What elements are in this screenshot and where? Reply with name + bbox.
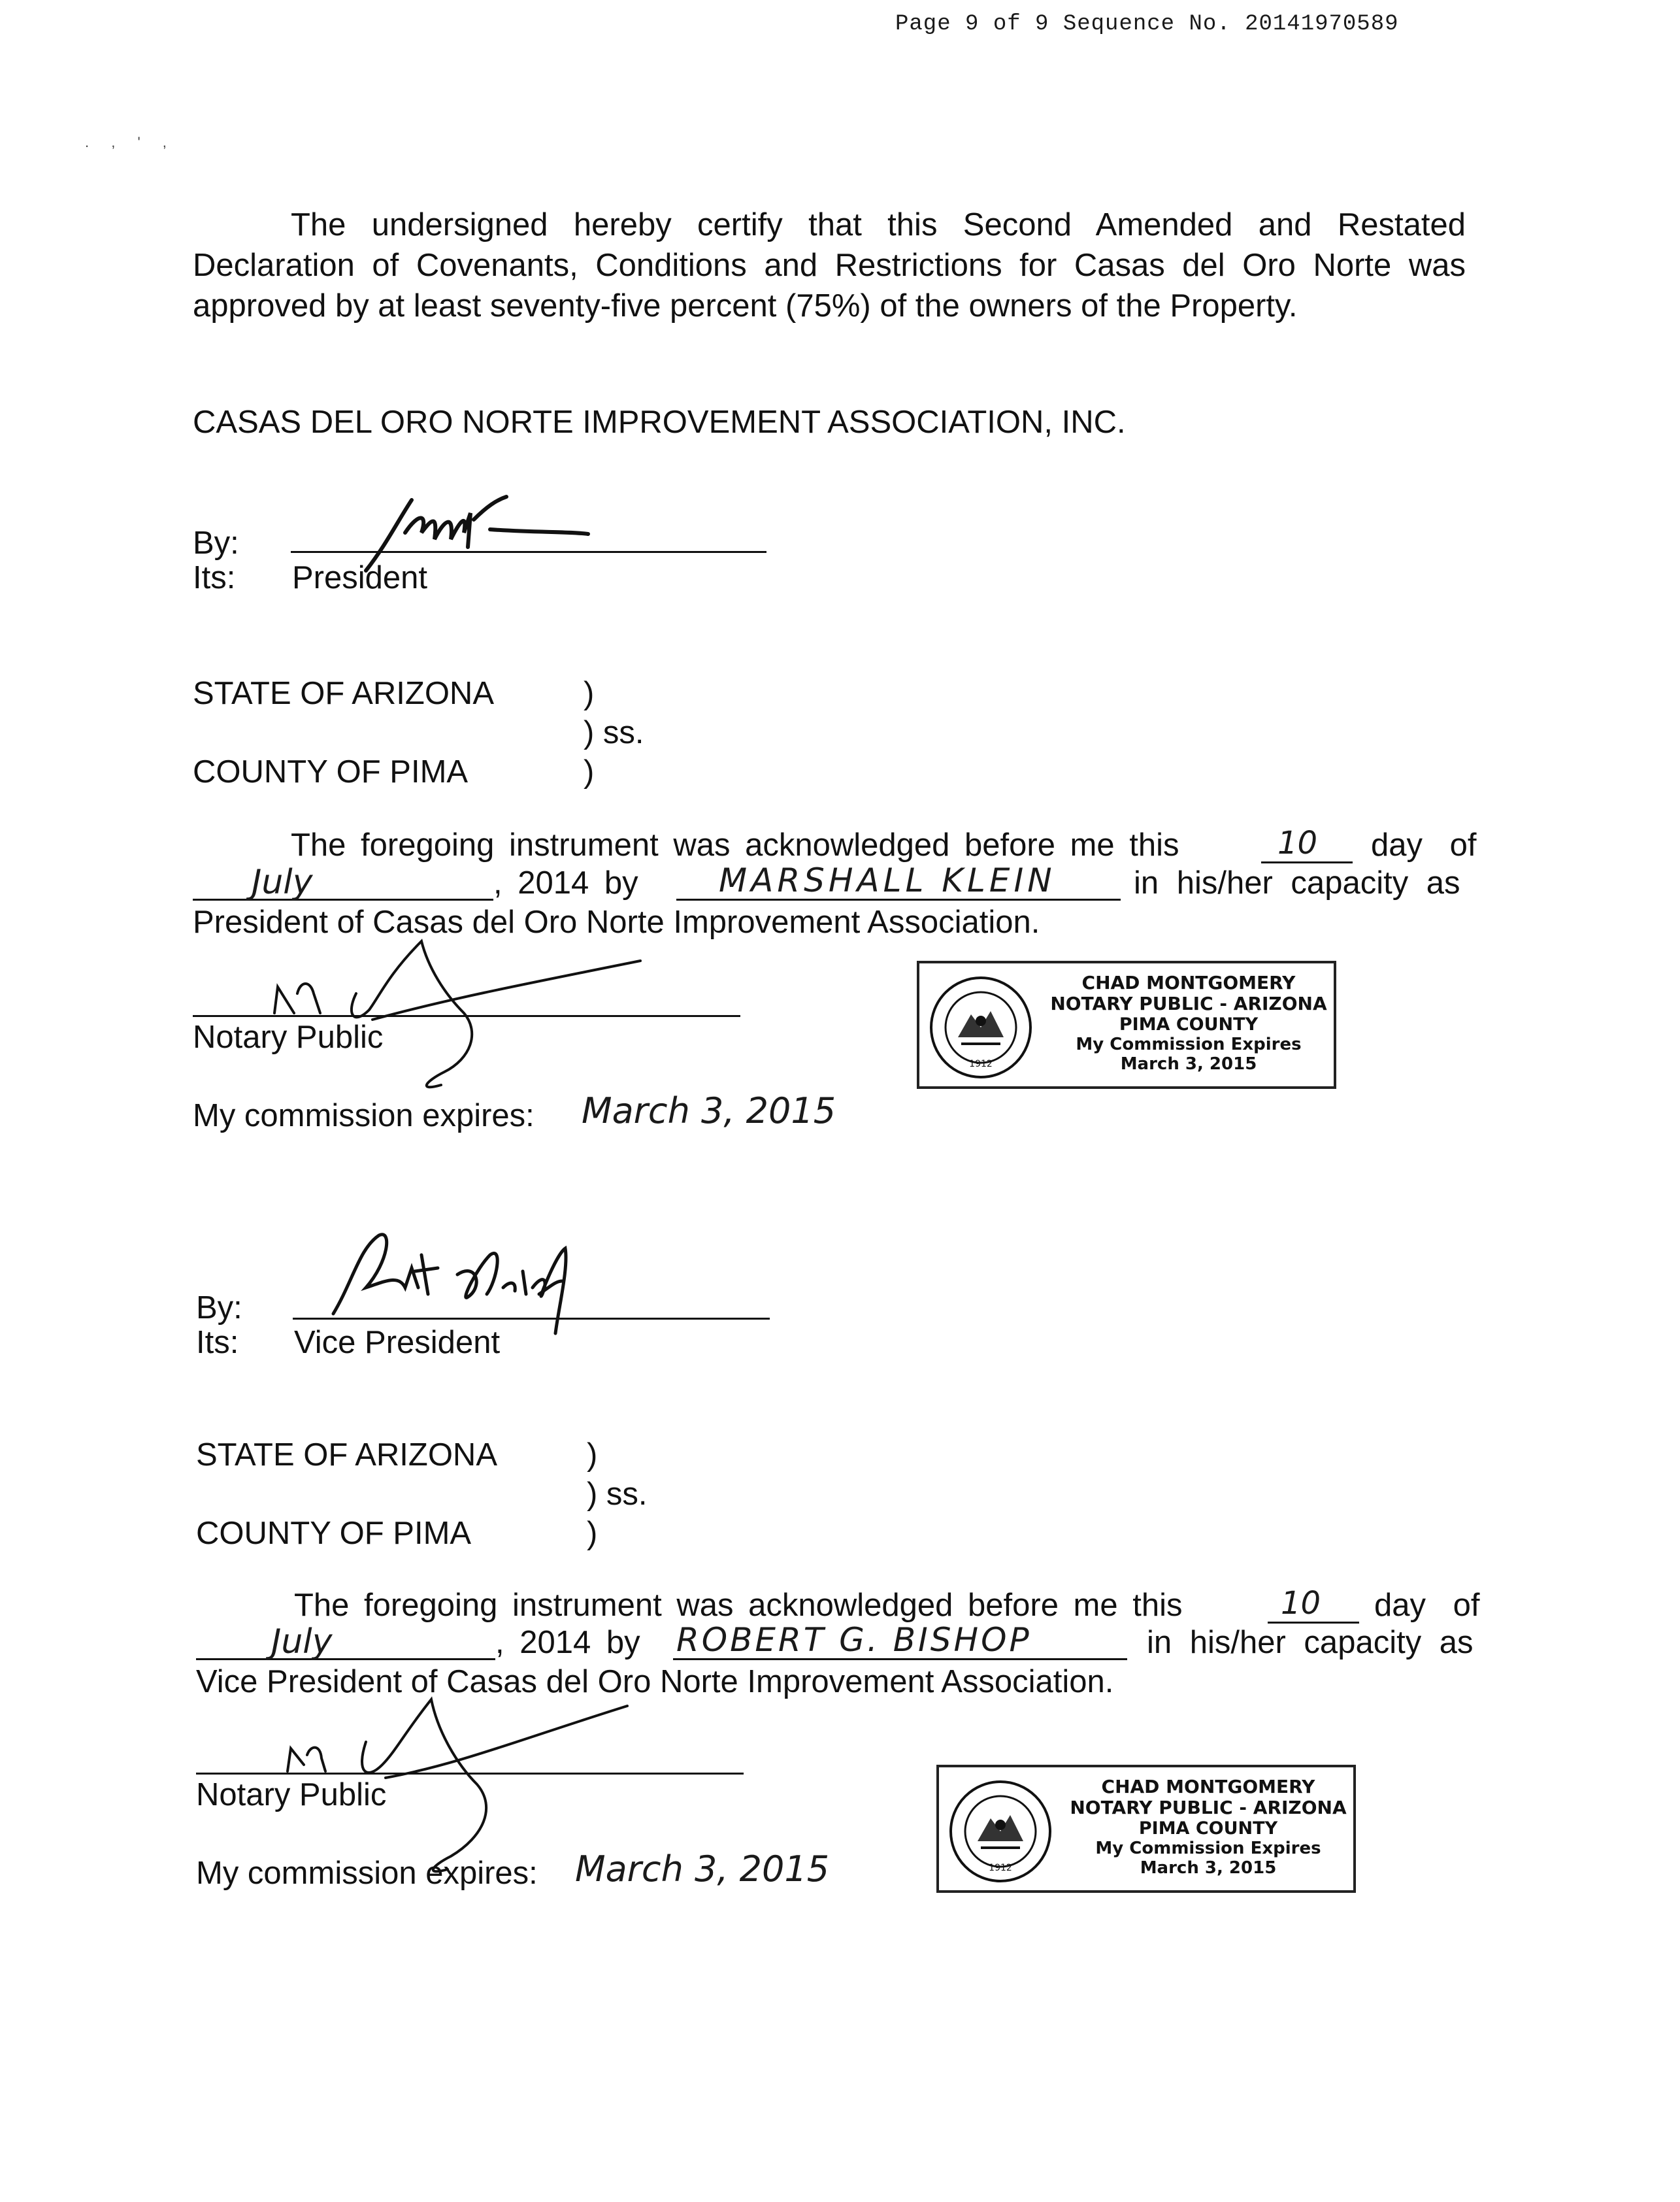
state-label: STATE OF ARIZONA bbox=[193, 676, 495, 711]
stamp-expires-label: My Commission Expires bbox=[1095, 1839, 1321, 1858]
month-value: July bbox=[252, 863, 313, 902]
signer-name: MARSHALL KLEIN bbox=[719, 861, 1056, 899]
day-value: 10 bbox=[1281, 1585, 1321, 1622]
svg-text:1912: 1912 bbox=[969, 1059, 993, 1069]
notary-stamp bbox=[917, 961, 1336, 1089]
stamp-county: PIMA COUNTY bbox=[1138, 1818, 1278, 1839]
arizona-seal-icon bbox=[929, 975, 1033, 1080]
by-label: By: bbox=[193, 525, 239, 561]
ss-label: ) ss. bbox=[584, 715, 644, 750]
stamp-expires-date: March 3, 2015 bbox=[1140, 1858, 1277, 1878]
ack-line-1-start: The foregoing instrument was acknowledged before me this bbox=[294, 1588, 1183, 1623]
ack-line-3: President of Casas del Oro Norte Improvement Association. bbox=[193, 905, 1040, 940]
day-value: 10 bbox=[1277, 825, 1318, 861]
its-label: Its: bbox=[196, 1325, 239, 1360]
signer-name: ROBERT G. BISHOP bbox=[676, 1621, 1032, 1659]
signer-title: Vice President bbox=[294, 1325, 501, 1360]
capacity-text: in his/her capacity as bbox=[1147, 1625, 1474, 1660]
state-label: STATE OF ARIZONA bbox=[196, 1437, 498, 1473]
commission-value: March 3, 2015 bbox=[582, 1090, 836, 1131]
county-label: COUNTY OF PIMA bbox=[196, 1516, 472, 1551]
certification-line-3: approved by at least seventy-five percent (75%) of the owners of the Property. bbox=[193, 288, 1298, 324]
paren-bottom: ) bbox=[584, 754, 595, 790]
month-blank bbox=[196, 1658, 495, 1660]
commission-value: March 3, 2015 bbox=[575, 1848, 830, 1890]
month-value: July bbox=[271, 1622, 333, 1661]
page-sequence-header: Page 9 of 9 Sequence No. 20141970589 bbox=[895, 12, 1399, 37]
stamp-expires-label: My Commission Expires bbox=[1076, 1035, 1302, 1054]
association-name: CASAS DEL ORO NORTE IMPROVEMENT ASSOCIATION, INC. bbox=[193, 405, 1126, 440]
svg-text:1912: 1912 bbox=[989, 1863, 1012, 1873]
paren-top: ) bbox=[584, 676, 595, 711]
stamp-notary-name: CHAD MONTGOMERY bbox=[1101, 1776, 1315, 1797]
certification-line-1: The undersigned hereby certify that this Second Amended and Restated bbox=[291, 207, 1466, 242]
paren-bottom: ) bbox=[587, 1516, 598, 1551]
ss-label: ) ss. bbox=[587, 1476, 648, 1512]
paren-top: ) bbox=[587, 1437, 598, 1473]
stamp-notary-name: CHAD MONTGOMERY bbox=[1081, 972, 1296, 993]
month-blank bbox=[193, 899, 493, 901]
year-text: , 2014 by bbox=[495, 1625, 640, 1660]
arizona-seal-icon bbox=[948, 1779, 1053, 1884]
year-text: , 2014 by bbox=[493, 865, 638, 901]
by-label: By: bbox=[196, 1290, 242, 1326]
capacity-text: in his/her capacity as bbox=[1134, 865, 1460, 901]
stamp-county: PIMA COUNTY bbox=[1119, 1014, 1259, 1035]
stamp-expires-date: March 3, 2015 bbox=[1120, 1054, 1257, 1074]
stamp-notary-title: NOTARY PUBLIC - ARIZONA bbox=[1070, 1797, 1347, 1818]
scan-speckles: . , ' , bbox=[85, 134, 176, 150]
signer-title: President bbox=[292, 560, 428, 595]
its-label: Its: bbox=[193, 560, 236, 595]
commission-label: My commission expires: bbox=[193, 1098, 535, 1133]
ack-line-3: Vice President of Casas del Oro Norte Improvement Association. bbox=[196, 1664, 1114, 1699]
notary-public-label: Notary Public bbox=[193, 1020, 384, 1055]
stamp-notary-title: NOTARY PUBLIC - ARIZONA bbox=[1050, 993, 1327, 1014]
ack-line-1-end: day of bbox=[1374, 1588, 1480, 1623]
ack-line-1-end: day of bbox=[1371, 827, 1477, 863]
certification-line-2: Declaration of Covenants, Conditions and Restrictions for Casas del Oro Norte was bbox=[193, 248, 1466, 283]
county-label: COUNTY OF PIMA bbox=[193, 754, 469, 790]
notary-stamp bbox=[936, 1765, 1356, 1893]
ack-line-1-start: The foregoing instrument was acknowledged before me this bbox=[291, 827, 1179, 863]
commission-label: My commission expires: bbox=[196, 1856, 538, 1891]
notary-public-label: Notary Public bbox=[196, 1777, 387, 1812]
